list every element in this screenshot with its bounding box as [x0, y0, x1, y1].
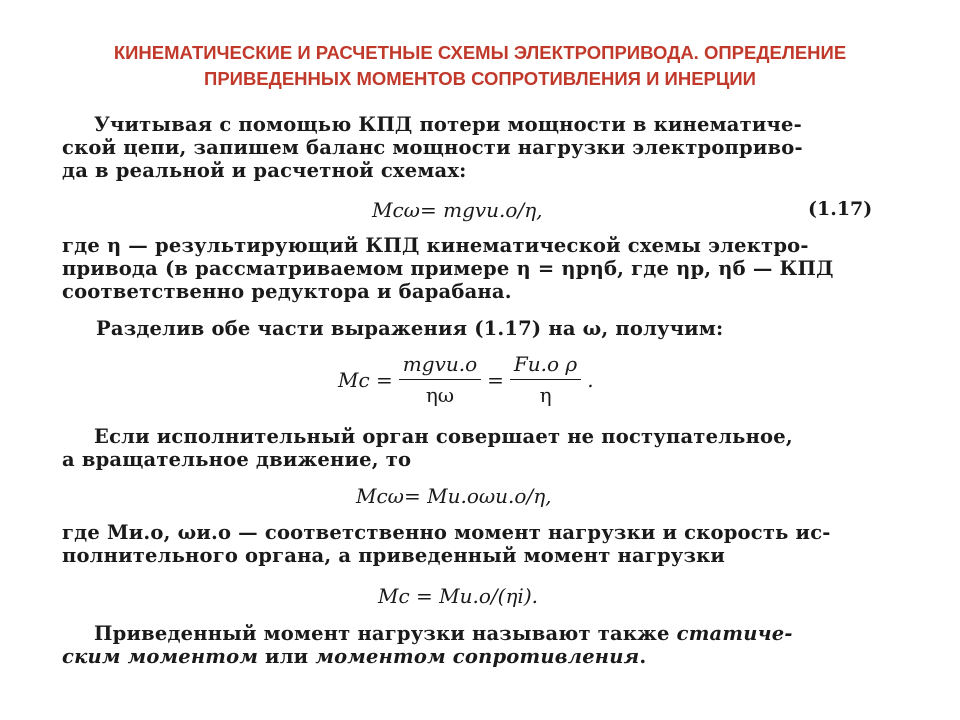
- slide-title-line-2: ПРИВЕДЕННЫХ МОМЕНТОВ СОПРОТИВЛЕНИЯ И ИНЕРЦИИ: [204, 68, 756, 89]
- text-line: Разделив обе части выражения (1.17) на ω, получим:: [96, 317, 724, 340]
- text-line: [62, 645, 793, 668]
- text-line: да в реальной и расчетной схемах:: [62, 159, 467, 182]
- text-line: Учитывая с помощью КПД потери мощности в кинематиче-: [94, 113, 802, 136]
- text-plain: Приведенный момент нагрузки называют также: [94, 622, 677, 645]
- text-italic-term: ским моментом: [62, 645, 259, 668]
- fraction-2-denominator: η: [539, 383, 552, 407]
- equation-equals: =: [487, 367, 504, 392]
- fraction-2-numerator: Fи.о ρ: [510, 352, 581, 380]
- slide-title-line-1: КИНЕМАТИЧЕСКИЕ И РАСЧЕТНЫЕ СХЕМЫ ЭЛЕКТРОПРИВОДА. ОПРЕДЕЛЕНИЕ: [113, 42, 847, 63]
- text-line: а вращательное движение, то: [62, 448, 412, 471]
- equation-moment-fraction: [338, 352, 594, 407]
- paragraph-static-moment: [62, 622, 793, 668]
- paragraph-power-balance: [62, 113, 803, 182]
- text-line: [62, 622, 793, 645]
- text-plain: .: [639, 645, 647, 668]
- text-line: где Mи.о, ωи.о — соответственно момент нагрузки и скорость ис-: [62, 521, 831, 544]
- text-line: соответственно редуктора и барабана.: [62, 280, 512, 303]
- slide-title: [40, 40, 920, 92]
- equation-reduced-moment: Mс = Mи.о/(ηi).: [378, 584, 538, 608]
- text-line: Если исполнительный орган совершает не поступательное,: [94, 425, 793, 448]
- text-line: привода (в рассматриваемом примере η = ηрηб, где ηр, ηб — КПД: [62, 257, 834, 280]
- paragraph-efficiency: [62, 234, 834, 303]
- fraction-1-denominator: ηω: [425, 383, 455, 407]
- text-line: где η — результирующий КПД кинематической схемы электро-: [62, 234, 809, 257]
- paragraph-divide: [96, 317, 723, 340]
- text-italic-term: статиче-: [676, 622, 793, 645]
- equation-number: (1.17): [808, 198, 873, 220]
- fraction-1: [399, 352, 481, 407]
- paragraph-rotational: [62, 425, 793, 471]
- paragraph-reduced-moment: [62, 521, 831, 567]
- text-line: полнительного органа, а приведенный момент нагрузки: [62, 544, 726, 567]
- equation-1-17: Mсω= mgvи.о/η,: [372, 198, 543, 222]
- text-line: ской цепи, запишем баланс мощности нагрузки электроприво-: [62, 136, 803, 159]
- text-italic-term: моментом сопротивления: [315, 645, 640, 668]
- equation-lhs: Mс =: [338, 367, 393, 392]
- fraction-2: [510, 352, 581, 407]
- fraction-1-numerator: mgvи.о: [399, 352, 481, 380]
- text-plain: или: [258, 645, 316, 668]
- equation-end: .: [587, 367, 594, 392]
- equation-rotational: Mсω= Mи.оωи.о/η,: [356, 484, 552, 508]
